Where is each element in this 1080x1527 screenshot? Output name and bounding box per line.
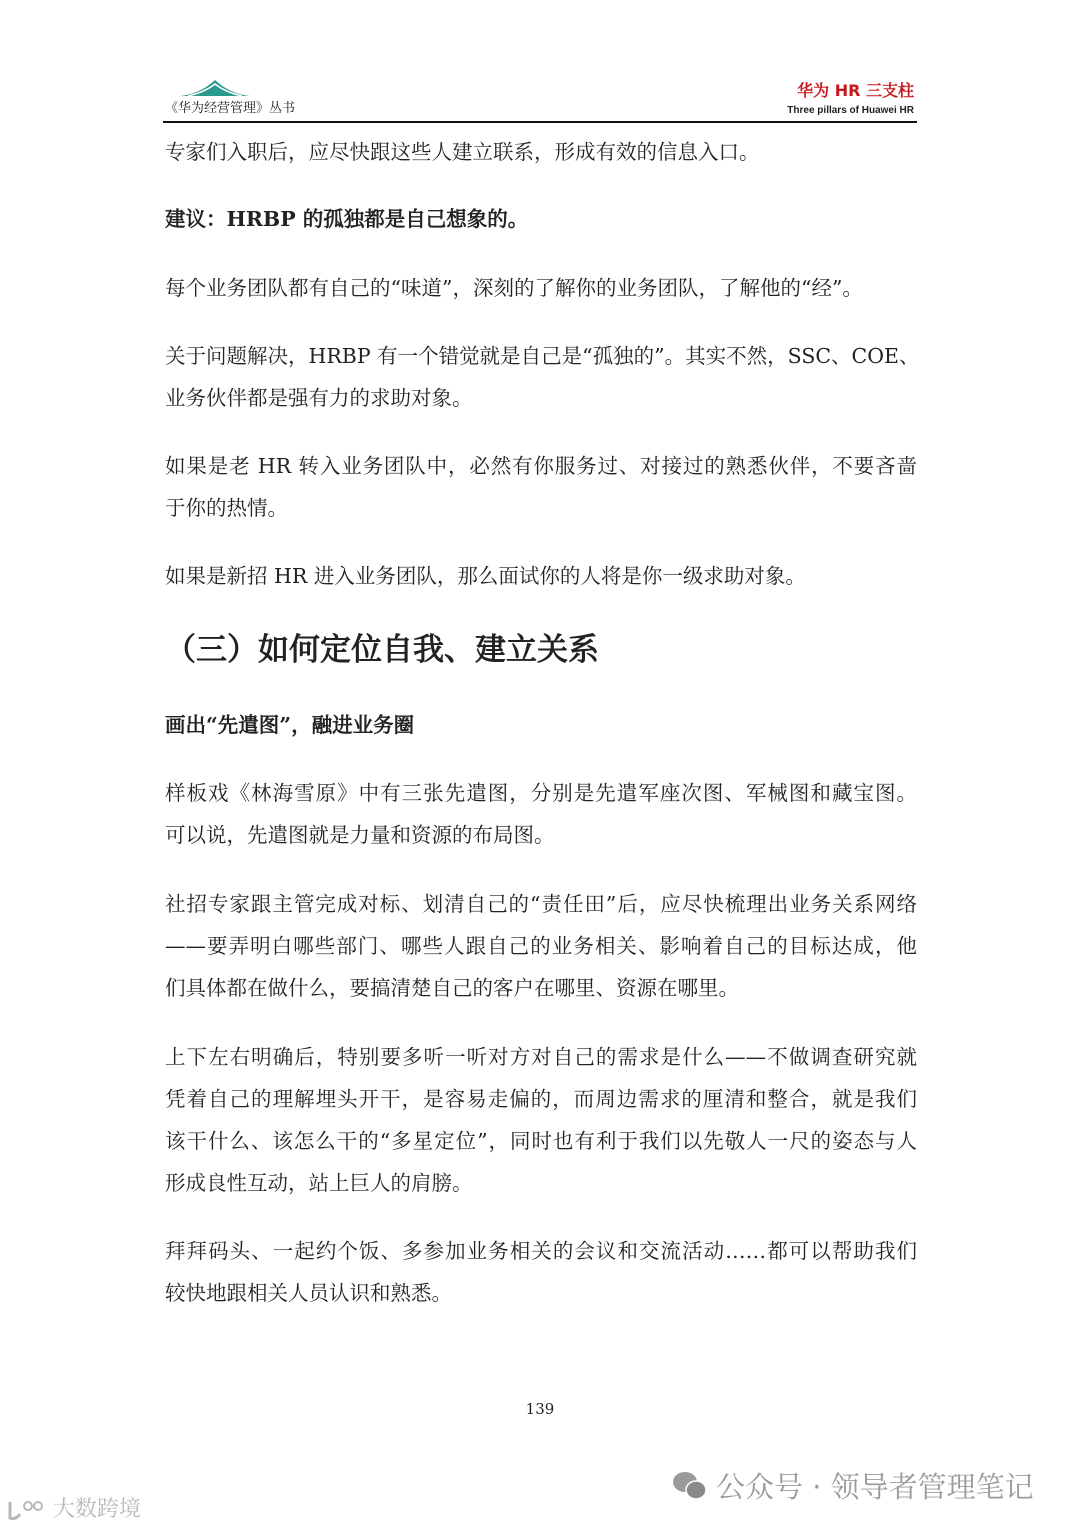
text-line: 关于问题解决，HRBP 有一个错觉就是自己是“孤独的”。其实不然，SSC、COE、 bbox=[165, 344, 920, 368]
paragraph bbox=[165, 198, 917, 240]
header-divider bbox=[163, 121, 917, 123]
text-line: 每个业务团队都有自己的“味道”，深刻的了解你的业务团队，了解他的“经”。 bbox=[165, 276, 863, 300]
text-line: 们具体都在做什么，要搞清楚自己的客户在哪里、资源在哪里。 bbox=[165, 976, 739, 1000]
page-number: 139 bbox=[525, 1400, 555, 1418]
text-line: ——要弄明白哪些部门、哪些人跟自己的业务相关、影响着自己的目标达成，他 bbox=[165, 934, 917, 958]
wechat-icon bbox=[672, 1470, 708, 1502]
section-heading: （三）如何定位自我、建立关系 bbox=[165, 632, 599, 668]
paragraph bbox=[165, 1036, 917, 1204]
paragraph bbox=[165, 704, 917, 746]
paragraph bbox=[165, 445, 917, 529]
corner-watermark-text: 大数跨境 bbox=[53, 1497, 142, 1522]
text-line: 该干什么、该怎么干的“多星定位”，同时也有利于我们以先敬人一尺的姿态与人 bbox=[165, 1129, 917, 1153]
wechat-account-name: 公众号 · 领导者管理笔记 bbox=[716, 1470, 1034, 1504]
text-line: 拜拜码头、一起约个饭、多参加业务相关的会议和交流活动……都可以帮助我们 bbox=[165, 1239, 917, 1263]
text-line: 业务伙伴都是强有力的求助对象。 bbox=[165, 386, 473, 410]
text-line: 较快地跟相关人员认识和熟悉。 bbox=[165, 1281, 452, 1305]
text-line: 如果是新招 HR 进入业务团队，那么面试你的人将是你一级求助对象。 bbox=[165, 564, 806, 588]
text-line: 如果是老 HR 转入业务团队中，必然有你服务过、对接过的熟悉伙伴，不要吝啬 bbox=[165, 454, 917, 478]
book-title: 华为 HR 三支柱 bbox=[797, 81, 914, 100]
book-series-label: 《华为经营管理》丛书 bbox=[165, 101, 296, 116]
text-line: 形成良性互动，站上巨人的肩膀。 bbox=[165, 1171, 473, 1195]
text-line: 专家们入职后，应尽快跟这些人建立联系，形成有效的信息入口。 bbox=[165, 140, 760, 164]
text-line: 可以说，先遣图就是力量和资源的布局图。 bbox=[165, 823, 555, 847]
paragraph bbox=[165, 335, 920, 419]
text-line: 于你的热情。 bbox=[165, 496, 288, 520]
text-line: 社招专家跟主管完成对标、划清自己的“责任田”后，应尽快梳理出业务关系网络 bbox=[165, 892, 917, 916]
paragraph bbox=[165, 267, 917, 309]
wechat-watermark bbox=[672, 1465, 1034, 1506]
text-line: 画出“先遣图”，融进业务圈 bbox=[165, 713, 415, 737]
paragraph bbox=[165, 772, 917, 856]
text-line: 上下左右明确后，特别要多听一听对方对自己的需求是什么——不做调查研究就 bbox=[165, 1045, 917, 1069]
text-line: 样板戏《林海雪原》中有三张先遣图，分别是先遣军座次图、军械图和藏宝图。 bbox=[165, 781, 917, 805]
book-series-logo-icon bbox=[180, 76, 250, 98]
paragraph bbox=[165, 131, 917, 173]
paragraph bbox=[165, 555, 917, 597]
book-subtitle: Three pillars of Huawei HR bbox=[787, 105, 914, 116]
corner-watermark bbox=[6, 1492, 141, 1523]
text-line: 凭着自己的理解埋头开干，是容易走偏的，而周边需求的厘清和整合，就是我们 bbox=[165, 1087, 917, 1111]
text-line: 建议：HRBP 的孤独都是自己想象的。 bbox=[165, 207, 529, 231]
corner-logo-icon bbox=[6, 1498, 46, 1522]
paragraph bbox=[165, 883, 917, 1009]
paragraph bbox=[165, 1230, 917, 1314]
